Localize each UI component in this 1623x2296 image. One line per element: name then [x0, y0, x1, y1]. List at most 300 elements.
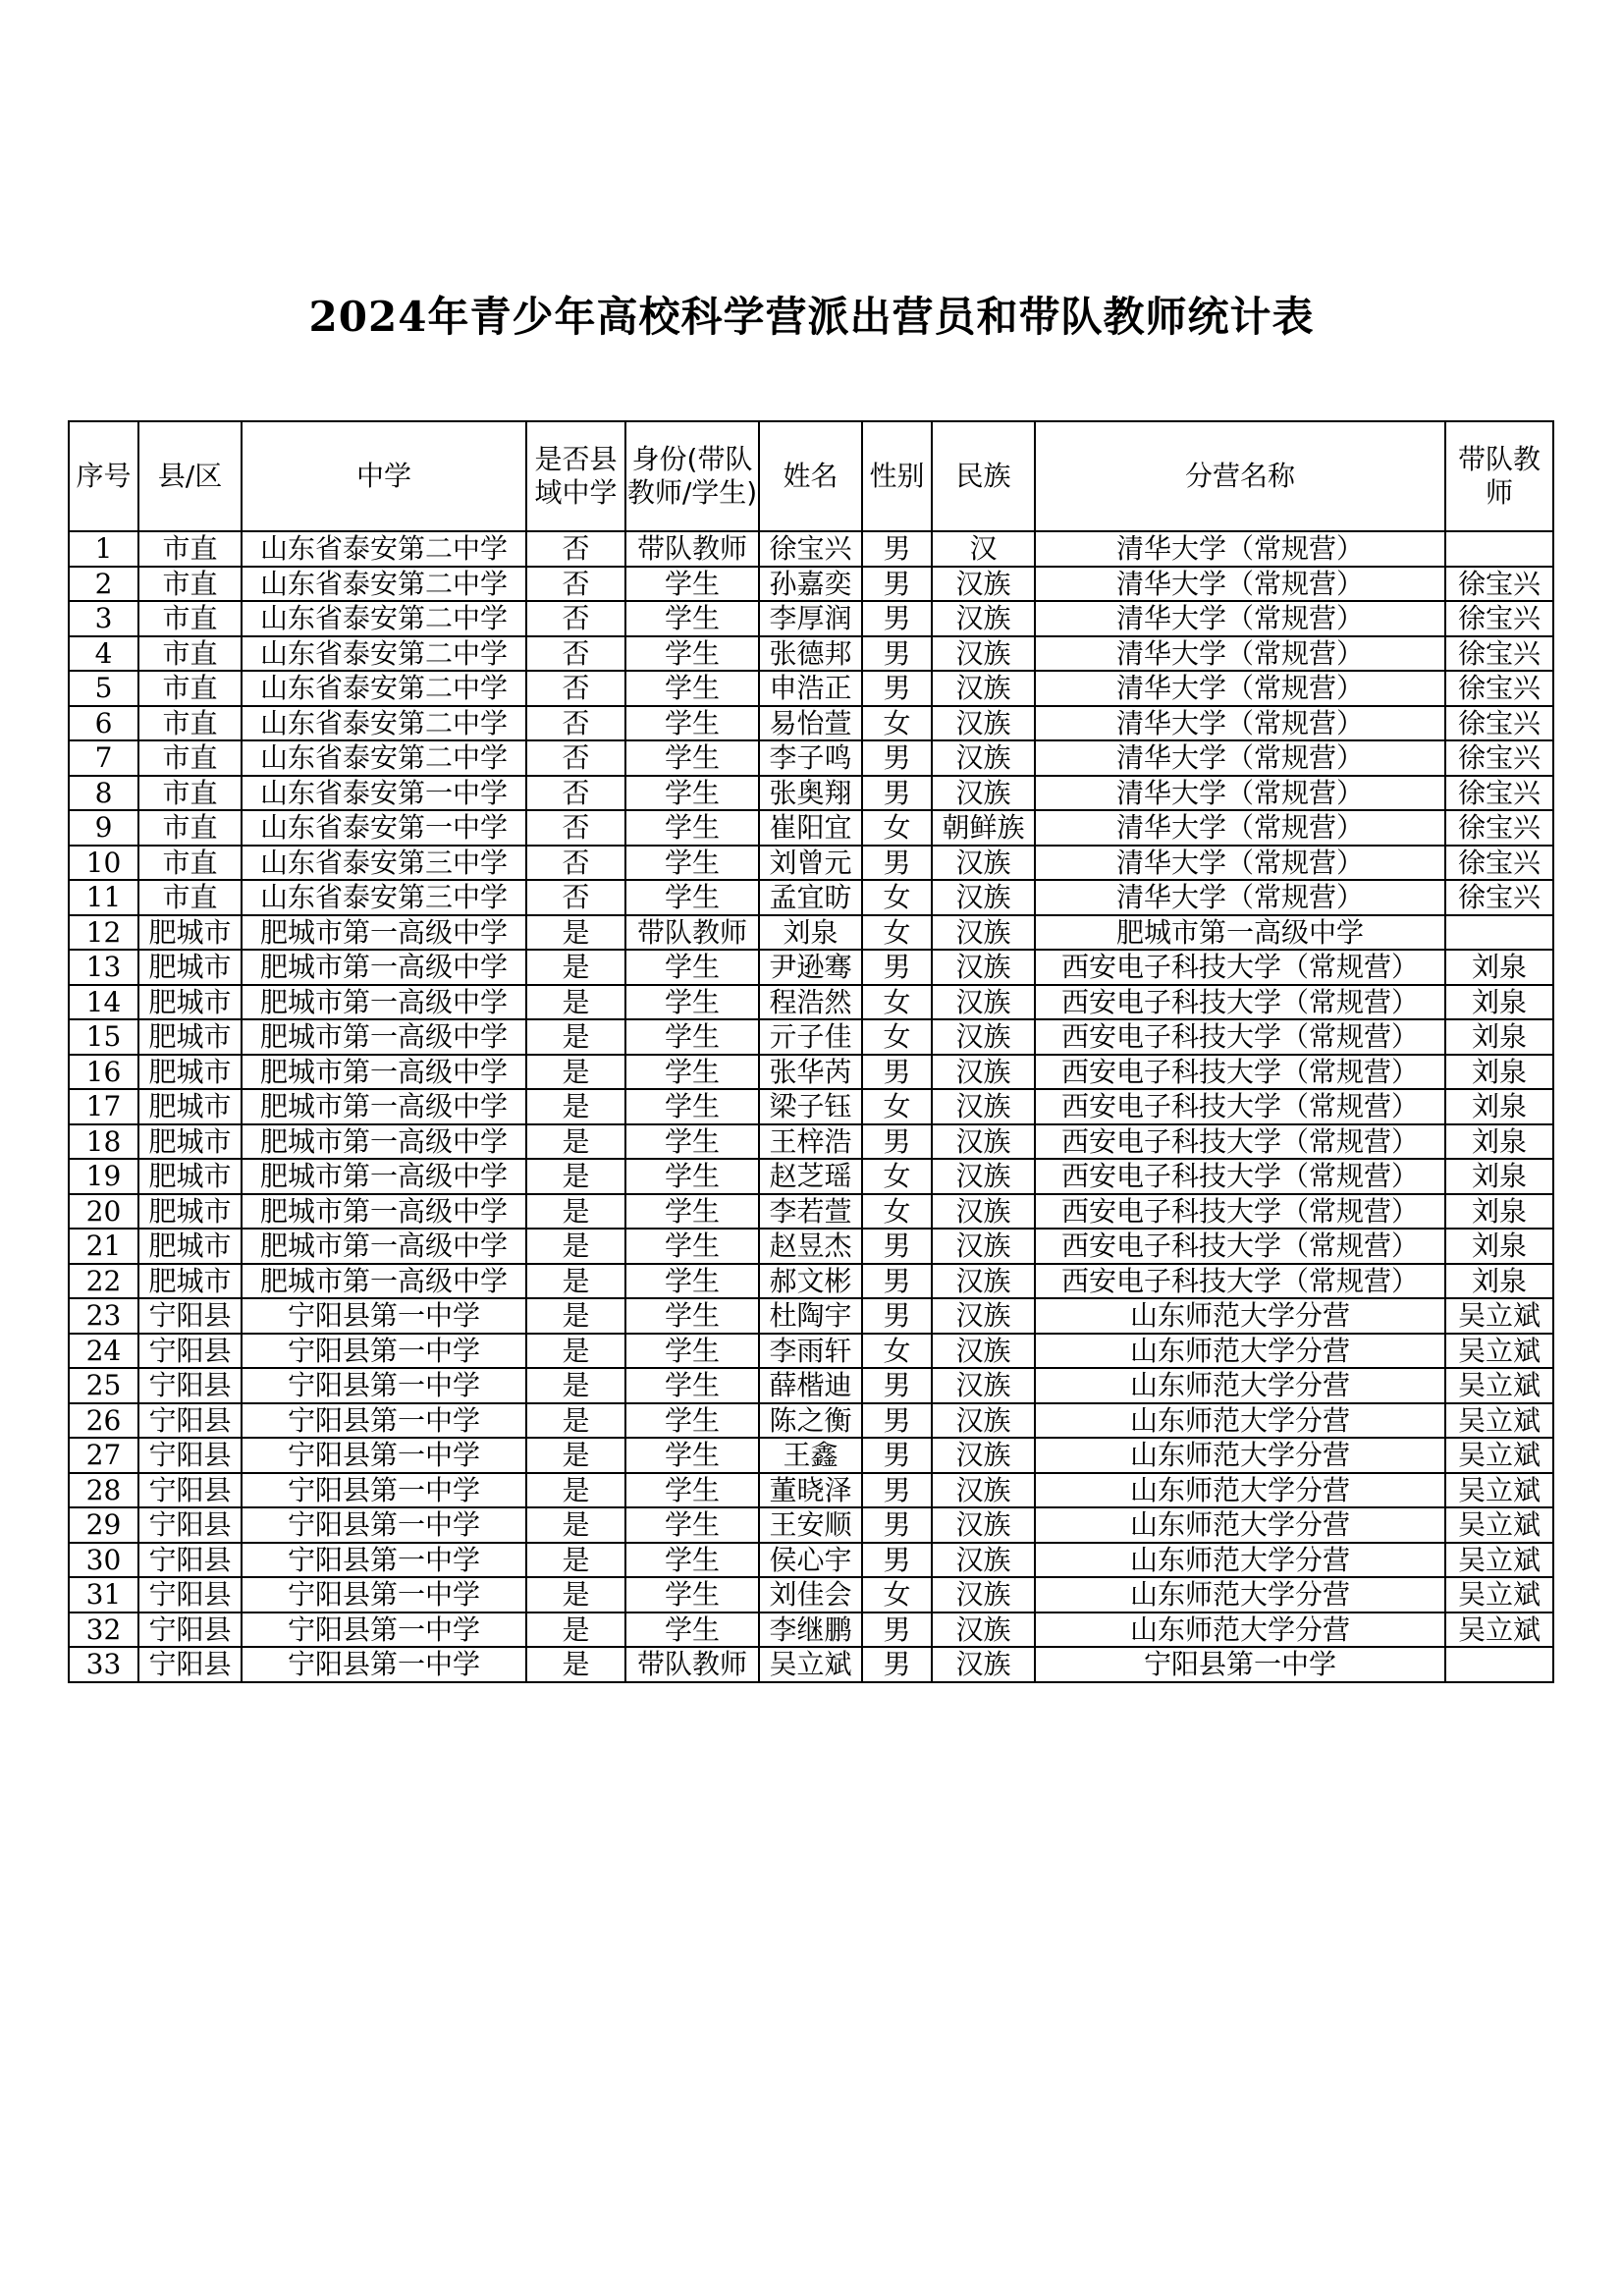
cell-camp: 清华大学（常规营） — [1035, 740, 1445, 776]
cell-camp: 宁阳县第一中学 — [1035, 1647, 1445, 1682]
cell-county-school: 是 — [526, 1613, 625, 1648]
cell-leader: 吴立斌 — [1445, 1438, 1553, 1473]
cell-leader: 徐宝兴 — [1445, 636, 1553, 672]
cell-index: 12 — [69, 915, 138, 951]
cell-name: 李继鹏 — [759, 1613, 862, 1648]
header-cell-leader: 带队教师 — [1445, 421, 1553, 531]
cell-leader: 吴立斌 — [1445, 1298, 1553, 1334]
cell-role: 学生 — [625, 846, 759, 881]
cell-county-school: 是 — [526, 1124, 625, 1160]
cell-county-school: 是 — [526, 950, 625, 985]
cell-role: 学生 — [625, 985, 759, 1020]
cell-name: 郝文彬 — [759, 1264, 862, 1299]
table-row — [69, 1089, 1553, 1124]
table-row — [69, 601, 1553, 636]
cell-index: 7 — [69, 740, 138, 776]
cell-county-school: 是 — [526, 1055, 625, 1090]
table-row — [69, 1507, 1553, 1543]
cell-ethnicity: 汉族 — [932, 915, 1035, 951]
table-row — [69, 950, 1553, 985]
cell-name: 亓子佳 — [759, 1019, 862, 1055]
cell-district: 市直 — [138, 740, 242, 776]
cell-leader — [1445, 1647, 1553, 1682]
cell-camp: 清华大学（常规营） — [1035, 601, 1445, 636]
cell-ethnicity: 汉族 — [932, 1334, 1035, 1369]
cell-district: 肥城市 — [138, 1019, 242, 1055]
cell-ethnicity: 汉族 — [932, 740, 1035, 776]
cell-camp: 山东师范大学分营 — [1035, 1298, 1445, 1334]
cell-camp: 清华大学（常规营） — [1035, 636, 1445, 672]
cell-index: 25 — [69, 1368, 138, 1403]
cell-index: 19 — [69, 1159, 138, 1194]
cell-school: 肥城市第一高级中学 — [242, 915, 526, 951]
cell-county-school: 是 — [526, 1473, 625, 1508]
cell-index: 20 — [69, 1194, 138, 1230]
table-row — [69, 1577, 1553, 1613]
cell-district: 市直 — [138, 671, 242, 706]
cell-county-school: 否 — [526, 706, 625, 741]
cell-school: 宁阳县第一中学 — [242, 1403, 526, 1439]
cell-role: 学生 — [625, 950, 759, 985]
cell-name: 李若萱 — [759, 1194, 862, 1230]
cell-role: 学生 — [625, 1019, 759, 1055]
cell-district: 肥城市 — [138, 1089, 242, 1124]
header-cell-name: 姓名 — [759, 421, 862, 531]
cell-camp: 山东师范大学分营 — [1035, 1543, 1445, 1578]
cell-ethnicity: 汉族 — [932, 567, 1035, 602]
cell-role: 学生 — [625, 1229, 759, 1264]
cell-name: 张德邦 — [759, 636, 862, 672]
cell-role: 学生 — [625, 1159, 759, 1194]
cell-name: 吴立斌 — [759, 1647, 862, 1682]
cell-county-school: 否 — [526, 846, 625, 881]
cell-role: 学生 — [625, 601, 759, 636]
cell-leader: 刘泉 — [1445, 1019, 1553, 1055]
header-cell-index: 序号 — [69, 421, 138, 531]
cell-district: 市直 — [138, 810, 242, 846]
cell-school: 山东省泰安第三中学 — [242, 846, 526, 881]
cell-index: 5 — [69, 671, 138, 706]
cell-school: 宁阳县第一中学 — [242, 1298, 526, 1334]
cell-leader: 刘泉 — [1445, 1055, 1553, 1090]
cell-index: 4 — [69, 636, 138, 672]
header-cell-ethnicity: 民族 — [932, 421, 1035, 531]
cell-camp: 西安电子科技大学（常规营） — [1035, 1264, 1445, 1299]
table-body — [69, 531, 1553, 1682]
cell-ethnicity: 汉族 — [932, 1613, 1035, 1648]
cell-role: 学生 — [625, 740, 759, 776]
cell-district: 宁阳县 — [138, 1613, 242, 1648]
cell-leader: 刘泉 — [1445, 950, 1553, 985]
cell-school: 山东省泰安第三中学 — [242, 880, 526, 915]
cell-gender: 男 — [862, 1368, 932, 1403]
header-cell-district: 县/区 — [138, 421, 242, 531]
cell-leader: 徐宝兴 — [1445, 671, 1553, 706]
cell-camp: 清华大学（常规营） — [1035, 776, 1445, 811]
cell-gender: 男 — [862, 1543, 932, 1578]
cell-county-school: 是 — [526, 1403, 625, 1439]
table-row — [69, 985, 1553, 1020]
cell-name: 陈之衡 — [759, 1403, 862, 1439]
cell-name: 董晓泽 — [759, 1473, 862, 1508]
cell-district: 宁阳县 — [138, 1543, 242, 1578]
cell-gender: 女 — [862, 1334, 932, 1369]
cell-role: 学生 — [625, 1403, 759, 1439]
cell-school: 肥城市第一高级中学 — [242, 1159, 526, 1194]
cell-gender: 女 — [862, 810, 932, 846]
cell-school: 宁阳县第一中学 — [242, 1473, 526, 1508]
cell-county-school: 否 — [526, 740, 625, 776]
table-row — [69, 776, 1553, 811]
document-title: 2024年青少年高校科学营派出营员和带队教师统计表 — [308, 293, 1315, 341]
cell-county-school: 是 — [526, 1438, 625, 1473]
cell-camp: 西安电子科技大学（常规营） — [1035, 1229, 1445, 1264]
cell-county-school: 否 — [526, 567, 625, 602]
cell-gender: 男 — [862, 1613, 932, 1648]
cell-gender: 男 — [862, 1507, 932, 1543]
cell-ethnicity: 汉族 — [932, 1438, 1035, 1473]
header-cell-county-school: 是否县域中学 — [526, 421, 625, 531]
table-row — [69, 1264, 1553, 1299]
cell-leader: 徐宝兴 — [1445, 846, 1553, 881]
cell-name: 崔阳宜 — [759, 810, 862, 846]
cell-leader: 吴立斌 — [1445, 1368, 1553, 1403]
cell-leader: 吴立斌 — [1445, 1334, 1553, 1369]
cell-camp: 西安电子科技大学（常规营） — [1035, 1159, 1445, 1194]
cell-school: 山东省泰安第二中学 — [242, 567, 526, 602]
cell-county-school: 是 — [526, 1368, 625, 1403]
cell-county-school: 是 — [526, 1089, 625, 1124]
cell-ethnicity: 汉族 — [932, 706, 1035, 741]
cell-school: 山东省泰安第一中学 — [242, 776, 526, 811]
cell-district: 肥城市 — [138, 915, 242, 951]
cell-county-school: 是 — [526, 1264, 625, 1299]
cell-name: 梁子钰 — [759, 1089, 862, 1124]
cell-school: 肥城市第一高级中学 — [242, 985, 526, 1020]
cell-district: 宁阳县 — [138, 1507, 242, 1543]
cell-role: 学生 — [625, 1543, 759, 1578]
cell-gender: 女 — [862, 706, 932, 741]
cell-camp: 西安电子科技大学（常规营） — [1035, 1089, 1445, 1124]
cell-gender: 男 — [862, 1298, 932, 1334]
table-row — [69, 846, 1553, 881]
cell-gender: 男 — [862, 846, 932, 881]
cell-ethnicity: 汉族 — [932, 1124, 1035, 1160]
table-row — [69, 1229, 1553, 1264]
cell-school: 山东省泰安第二中学 — [242, 636, 526, 672]
table-row — [69, 1194, 1553, 1230]
statistics-table — [68, 420, 1554, 1683]
cell-name: 孟宜昉 — [759, 880, 862, 915]
cell-gender: 女 — [862, 1577, 932, 1613]
cell-school: 山东省泰安第二中学 — [242, 740, 526, 776]
cell-school: 宁阳县第一中学 — [242, 1577, 526, 1613]
cell-index: 9 — [69, 810, 138, 846]
cell-district: 市直 — [138, 601, 242, 636]
cell-county-school: 是 — [526, 1334, 625, 1369]
cell-county-school: 否 — [526, 880, 625, 915]
cell-ethnicity: 汉族 — [932, 601, 1035, 636]
cell-district: 宁阳县 — [138, 1403, 242, 1439]
cell-county-school: 否 — [526, 810, 625, 846]
cell-index: 1 — [69, 531, 138, 567]
cell-leader: 吴立斌 — [1445, 1507, 1553, 1543]
cell-camp: 清华大学（常规营） — [1035, 810, 1445, 846]
cell-district: 宁阳县 — [138, 1473, 242, 1508]
table-row — [69, 810, 1553, 846]
cell-role: 学生 — [625, 1577, 759, 1613]
cell-district: 肥城市 — [138, 1159, 242, 1194]
table-row — [69, 1647, 1553, 1682]
cell-name: 王鑫 — [759, 1438, 862, 1473]
cell-ethnicity: 汉族 — [932, 1264, 1035, 1299]
cell-index: 28 — [69, 1473, 138, 1508]
cell-index: 24 — [69, 1334, 138, 1369]
cell-district: 市直 — [138, 706, 242, 741]
cell-role: 学生 — [625, 1368, 759, 1403]
cell-gender: 男 — [862, 740, 932, 776]
cell-name: 杜陶宇 — [759, 1298, 862, 1334]
table-row — [69, 531, 1553, 567]
cell-index: 15 — [69, 1019, 138, 1055]
header-cell-role: 身份(带队教师/学生) — [625, 421, 759, 531]
table-row — [69, 567, 1553, 602]
cell-ethnicity: 朝鲜族 — [932, 810, 1035, 846]
cell-gender: 女 — [862, 915, 932, 951]
cell-district: 肥城市 — [138, 1229, 242, 1264]
cell-index: 17 — [69, 1089, 138, 1124]
cell-gender: 男 — [862, 950, 932, 985]
cell-gender: 男 — [862, 1055, 932, 1090]
cell-gender: 男 — [862, 1438, 932, 1473]
cell-leader: 刘泉 — [1445, 1159, 1553, 1194]
cell-district: 宁阳县 — [138, 1647, 242, 1682]
cell-role: 带队教师 — [625, 1647, 759, 1682]
cell-district: 宁阳县 — [138, 1298, 242, 1334]
cell-name: 王梓浩 — [759, 1124, 862, 1160]
cell-role: 学生 — [625, 1334, 759, 1369]
cell-gender: 女 — [862, 1089, 932, 1124]
cell-name: 侯心宇 — [759, 1543, 862, 1578]
cell-school: 宁阳县第一中学 — [242, 1438, 526, 1473]
cell-role: 学生 — [625, 1055, 759, 1090]
cell-ethnicity: 汉族 — [932, 1298, 1035, 1334]
cell-role: 学生 — [625, 1613, 759, 1648]
cell-role: 学生 — [625, 706, 759, 741]
cell-role: 学生 — [625, 1124, 759, 1160]
cell-index: 8 — [69, 776, 138, 811]
cell-name: 张华芮 — [759, 1055, 862, 1090]
cell-gender: 男 — [862, 776, 932, 811]
cell-county-school: 是 — [526, 1229, 625, 1264]
cell-school: 山东省泰安第二中学 — [242, 601, 526, 636]
cell-camp: 清华大学（常规营） — [1035, 671, 1445, 706]
cell-camp: 清华大学（常规营） — [1035, 531, 1445, 567]
cell-role: 学生 — [625, 636, 759, 672]
cell-camp: 清华大学（常规营） — [1035, 567, 1445, 602]
cell-ethnicity: 汉族 — [932, 1543, 1035, 1578]
header-cell-gender: 性别 — [862, 421, 932, 531]
cell-district: 肥城市 — [138, 1264, 242, 1299]
cell-leader: 刘泉 — [1445, 1194, 1553, 1230]
cell-school: 宁阳县第一中学 — [242, 1613, 526, 1648]
cell-ethnicity: 汉族 — [932, 1229, 1035, 1264]
cell-school: 山东省泰安第二中学 — [242, 531, 526, 567]
cell-index: 23 — [69, 1298, 138, 1334]
cell-index: 32 — [69, 1613, 138, 1648]
table-row — [69, 1298, 1553, 1334]
cell-leader: 吴立斌 — [1445, 1577, 1553, 1613]
table-row — [69, 706, 1553, 741]
cell-district: 肥城市 — [138, 1055, 242, 1090]
cell-leader — [1445, 915, 1553, 951]
cell-county-school: 是 — [526, 1577, 625, 1613]
cell-county-school: 是 — [526, 1507, 625, 1543]
cell-county-school: 是 — [526, 985, 625, 1020]
cell-camp: 山东师范大学分营 — [1035, 1438, 1445, 1473]
cell-county-school: 是 — [526, 915, 625, 951]
cell-gender: 男 — [862, 531, 932, 567]
cell-index: 26 — [69, 1403, 138, 1439]
cell-index: 10 — [69, 846, 138, 881]
cell-name: 刘曾元 — [759, 846, 862, 881]
cell-ethnicity: 汉族 — [932, 776, 1035, 811]
table-row — [69, 1055, 1553, 1090]
cell-name: 孙嘉奕 — [759, 567, 862, 602]
cell-district: 肥城市 — [138, 950, 242, 985]
cell-name: 刘佳会 — [759, 1577, 862, 1613]
cell-role: 学生 — [625, 671, 759, 706]
cell-name: 李子鸣 — [759, 740, 862, 776]
cell-school: 山东省泰安第二中学 — [242, 706, 526, 741]
cell-gender: 女 — [862, 1019, 932, 1055]
cell-role: 带队教师 — [625, 915, 759, 951]
cell-name: 李雨轩 — [759, 1334, 862, 1369]
cell-camp: 山东师范大学分营 — [1035, 1613, 1445, 1648]
cell-leader: 吴立斌 — [1445, 1403, 1553, 1439]
cell-ethnicity: 汉族 — [932, 985, 1035, 1020]
cell-name: 李厚润 — [759, 601, 862, 636]
table-row — [69, 1403, 1553, 1439]
cell-county-school: 是 — [526, 1298, 625, 1334]
cell-school: 肥城市第一高级中学 — [242, 950, 526, 985]
cell-role: 学生 — [625, 1507, 759, 1543]
cell-camp: 山东师范大学分营 — [1035, 1577, 1445, 1613]
cell-school: 宁阳县第一中学 — [242, 1334, 526, 1369]
cell-gender: 男 — [862, 636, 932, 672]
cell-name: 徐宝兴 — [759, 531, 862, 567]
cell-camp: 西安电子科技大学（常规营） — [1035, 950, 1445, 985]
cell-school: 宁阳县第一中学 — [242, 1647, 526, 1682]
cell-district: 市直 — [138, 880, 242, 915]
cell-index: 2 — [69, 567, 138, 602]
cell-index: 21 — [69, 1229, 138, 1264]
cell-leader: 吴立斌 — [1445, 1473, 1553, 1508]
cell-camp: 清华大学（常规营） — [1035, 880, 1445, 915]
cell-gender: 女 — [862, 985, 932, 1020]
cell-name: 刘泉 — [759, 915, 862, 951]
header-cell-camp: 分营名称 — [1035, 421, 1445, 531]
cell-camp: 山东师范大学分营 — [1035, 1473, 1445, 1508]
cell-role: 学生 — [625, 776, 759, 811]
cell-school: 肥城市第一高级中学 — [242, 1124, 526, 1160]
cell-school: 山东省泰安第二中学 — [242, 671, 526, 706]
cell-district: 肥城市 — [138, 1124, 242, 1160]
cell-ethnicity: 汉族 — [932, 880, 1035, 915]
cell-ethnicity: 汉族 — [932, 1647, 1035, 1682]
cell-district: 肥城市 — [138, 1194, 242, 1230]
cell-ethnicity: 汉族 — [932, 1403, 1035, 1439]
cell-gender: 男 — [862, 1647, 932, 1682]
cell-name: 程浩然 — [759, 985, 862, 1020]
cell-name: 王安顺 — [759, 1507, 862, 1543]
table-row — [69, 740, 1553, 776]
cell-ethnicity: 汉族 — [932, 1055, 1035, 1090]
cell-ethnicity: 汉族 — [932, 1019, 1035, 1055]
cell-school: 肥城市第一高级中学 — [242, 1264, 526, 1299]
cell-camp: 清华大学（常规营） — [1035, 846, 1445, 881]
cell-district: 市直 — [138, 636, 242, 672]
cell-role: 学生 — [625, 1089, 759, 1124]
cell-school: 宁阳县第一中学 — [242, 1507, 526, 1543]
cell-leader: 刘泉 — [1445, 985, 1553, 1020]
cell-gender: 男 — [862, 1403, 932, 1439]
table-row — [69, 1124, 1553, 1160]
cell-gender: 女 — [862, 880, 932, 915]
cell-leader: 刘泉 — [1445, 1089, 1553, 1124]
cell-district: 宁阳县 — [138, 1577, 242, 1613]
cell-role: 学生 — [625, 567, 759, 602]
cell-ethnicity: 汉族 — [932, 1507, 1035, 1543]
cell-leader: 徐宝兴 — [1445, 776, 1553, 811]
cell-camp: 肥城市第一高级中学 — [1035, 915, 1445, 951]
cell-index: 29 — [69, 1507, 138, 1543]
cell-ethnicity: 汉族 — [932, 1089, 1035, 1124]
cell-camp: 山东师范大学分营 — [1035, 1334, 1445, 1369]
cell-school: 肥城市第一高级中学 — [242, 1019, 526, 1055]
header-row — [69, 421, 1553, 531]
cell-camp: 山东师范大学分营 — [1035, 1507, 1445, 1543]
cell-index: 27 — [69, 1438, 138, 1473]
cell-role: 学生 — [625, 1473, 759, 1508]
cell-gender: 女 — [862, 1194, 932, 1230]
cell-role: 带队教师 — [625, 531, 759, 567]
cell-county-school: 是 — [526, 1543, 625, 1578]
cell-gender: 男 — [862, 1473, 932, 1508]
cell-county-school: 否 — [526, 531, 625, 567]
cell-leader: 徐宝兴 — [1445, 567, 1553, 602]
cell-leader: 徐宝兴 — [1445, 880, 1553, 915]
cell-ethnicity: 汉族 — [932, 1159, 1035, 1194]
cell-leader: 徐宝兴 — [1445, 706, 1553, 741]
table-row — [69, 671, 1553, 706]
table-row — [69, 915, 1553, 951]
cell-district: 宁阳县 — [138, 1368, 242, 1403]
cell-school: 宁阳县第一中学 — [242, 1368, 526, 1403]
cell-ethnicity: 汉族 — [932, 950, 1035, 985]
cell-index: 11 — [69, 880, 138, 915]
table-row — [69, 1019, 1553, 1055]
cell-ethnicity: 汉族 — [932, 636, 1035, 672]
cell-role: 学生 — [625, 880, 759, 915]
cell-camp: 山东师范大学分营 — [1035, 1368, 1445, 1403]
table-row — [69, 1613, 1553, 1648]
cell-ethnicity: 汉族 — [932, 1368, 1035, 1403]
cell-gender: 男 — [862, 671, 932, 706]
table-row — [69, 1368, 1553, 1403]
cell-role: 学生 — [625, 1194, 759, 1230]
cell-county-school: 是 — [526, 1194, 625, 1230]
